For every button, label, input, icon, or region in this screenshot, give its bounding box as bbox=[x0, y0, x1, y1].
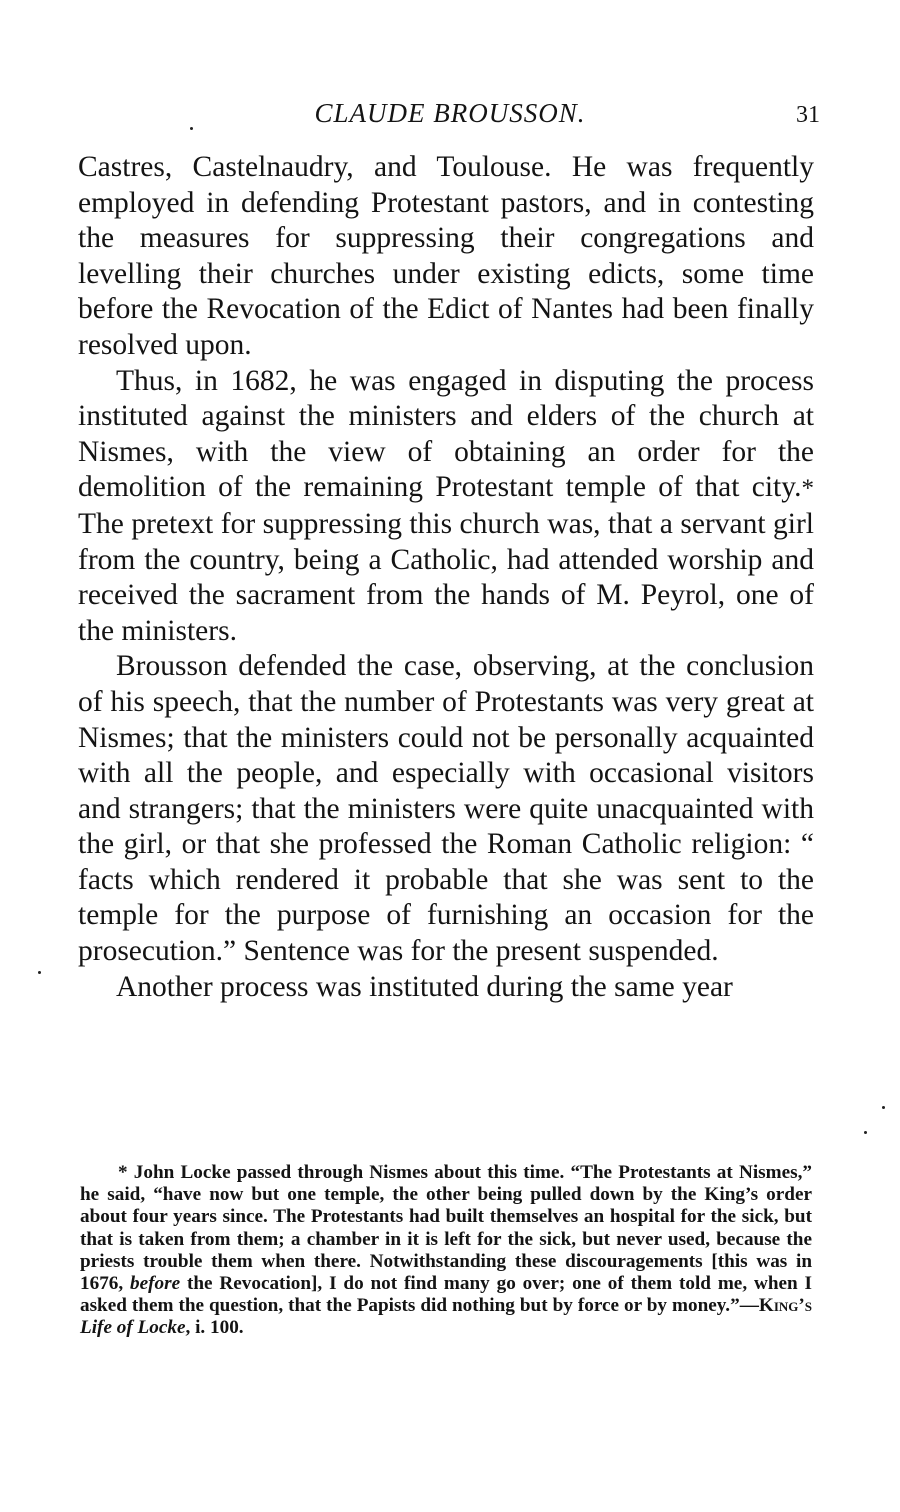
running-head bbox=[80, 98, 820, 138]
footnote-marker: * bbox=[118, 1162, 128, 1183]
footnote-emphasis: before bbox=[130, 1273, 181, 1295]
paragraph-1: Castres, Castelnaudry, and Toulouse. He was frequently employed in defending Protestant pastors, and in contesting the measures for suppressing their congregations and levelling their churches under existing edicts, some time before the Revocation of the Edict of Nantes had been finally resolved upon. bbox=[78, 151, 814, 361]
paragraph-2 bbox=[78, 364, 814, 650]
print-speck bbox=[864, 1131, 867, 1134]
footnote-source-title: Life of Locke bbox=[80, 1317, 186, 1339]
running-title: CLAUDE BROUSSON. bbox=[314, 98, 586, 128]
print-speck bbox=[882, 1106, 885, 1109]
footnote bbox=[80, 1162, 812, 1340]
body-text bbox=[78, 150, 814, 1005]
footnote-text-b: the Revocation], I do not find many go over; one of them told me, when I asked them the question, that the Papists did nothing but by force or by money.”— bbox=[80, 1273, 812, 1317]
footnote-text bbox=[80, 1162, 812, 1340]
page-number: 31 bbox=[796, 102, 820, 128]
paragraph-2-text-a: Thus, in 1682, he was engaged in disputing the process instituted against the ministers and elders of the church at Nismes, with the view of obtaining an order for the demolition of the remaining Protestant temple of that city. bbox=[78, 364, 814, 504]
print-speck bbox=[38, 971, 41, 974]
paragraph-4: Another process was instituted during the same year bbox=[116, 970, 733, 1003]
footnote-text-a: John Locke passed through Nismes about this time. “The Protestants at Nismes,” he said, “have now but one temple, the other being pulled down by the King’s order about four years since. The Protestants had built themselves an hospital for the sick, but that is taken from them; a chamber in it is left for the sick, but never used, because the priests trouble them when there. Notwithstanding these discouragements [this was in 1676, bbox=[80, 1162, 812, 1295]
footnote-source-author: King’s bbox=[758, 1295, 812, 1317]
print-speck bbox=[190, 127, 193, 130]
paragraph-3: Brousson defended the case, observing, at the conclusion of his speech, that the number of Protestants was very great at Nismes; that the ministers could not be personally acquainted with all the people, and especially with occasional visitors and strangers; that the ministers were quite unacquainted with the girl, or that she professed the Roman Catholic religion: “ facts which rendered it probable that she was sent to the temple for the purpose of furnishing an occasion for the prosecution.” Sentence was for the present suspended. bbox=[78, 650, 814, 968]
footnote-source-ref: , i. 100. bbox=[185, 1317, 244, 1339]
paragraph-2-text-b: The pretext for suppressing this church was, that a servant girl from the country, being a Catholic, had attended worship and received the sacrament from the hands of M. Peyrol, one of the ministers. bbox=[78, 507, 814, 647]
footnote-reference: * bbox=[801, 475, 814, 503]
